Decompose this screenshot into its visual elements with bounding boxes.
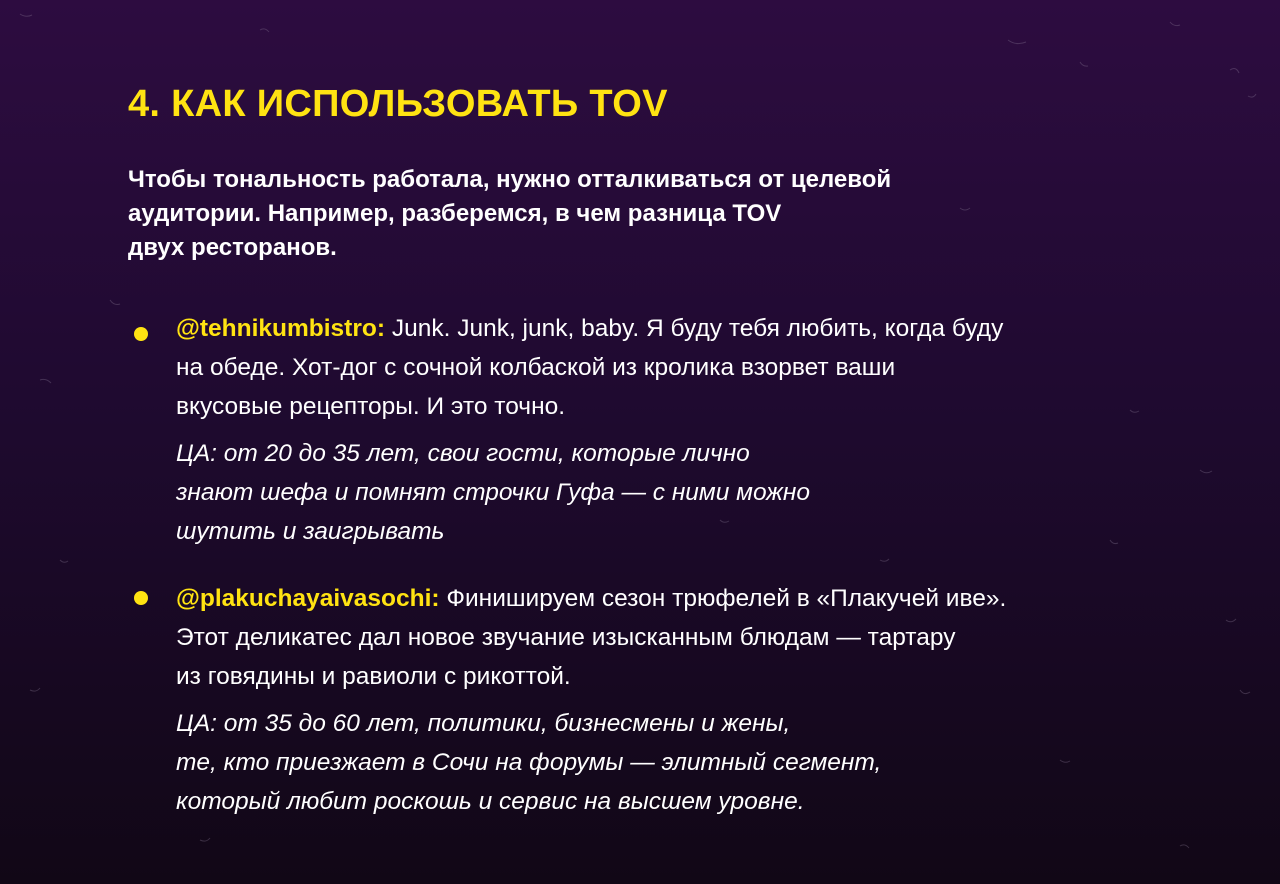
intro-line: двух ресторанов. <box>128 234 337 261</box>
example-tehnikumbistro <box>176 309 1246 426</box>
example-line: Этот деликатес дал новое звучание изысканным блюдам — тартару <box>176 624 956 651</box>
example-text: Junk. Junk, junk, baby. Я буду тебя любить, когда буду <box>385 315 1004 342</box>
instagram-handle-tehnikumbistro: @tehnikumbistro: <box>176 315 386 342</box>
intro-paragraph <box>128 163 1108 265</box>
example-line: из говядины и равиоли с рикоттой. <box>176 663 571 690</box>
audience-line: ЦА: от 35 до 60 лет, политики, бизнесмены и жены, <box>176 710 791 737</box>
example-line <box>176 309 1246 348</box>
intro-line: Чтобы тональность работала, нужно отталкиваться от целевой <box>128 166 892 193</box>
slide-title: 4. КАК ИСПОЛЬЗОВАТЬ TOV <box>128 83 668 125</box>
audience-line: ЦА: от 20 до 35 лет, свои гости, которые лично <box>176 440 750 467</box>
bullet-dot <box>134 591 148 605</box>
example-line <box>176 579 1246 618</box>
example-plakuchayaivasochi <box>176 579 1246 696</box>
audience-line: шутить и заигрывать <box>176 518 445 545</box>
audience-line: знают шефа и помнят строчки Гуфа — с ними можно <box>176 479 811 506</box>
instagram-handle-plakuchayaivasochi: @plakuchayaivasochi: <box>176 585 440 612</box>
target-audience-plakuchayaivasochi <box>176 704 1076 821</box>
intro-line: аудитории. Например, разберемся, в чем разница TOV <box>128 200 782 227</box>
audience-line: который любит роскошь и сервис на высшем уровне. <box>176 788 805 815</box>
example-line: на обеде. Хот-дог с сочной колбаской из кролика взорвет ваши <box>176 354 896 381</box>
example-line: вкусовые рецепторы. И это точно. <box>176 393 566 420</box>
bullet-dot <box>134 327 148 341</box>
example-text: Финишируем сезон трюфелей в «Плакучей иве». <box>439 585 1007 612</box>
target-audience-tehnikumbistro <box>176 434 1076 551</box>
audience-line: те, кто приезжает в Сочи на форумы — элитный сегмент, <box>176 749 882 776</box>
